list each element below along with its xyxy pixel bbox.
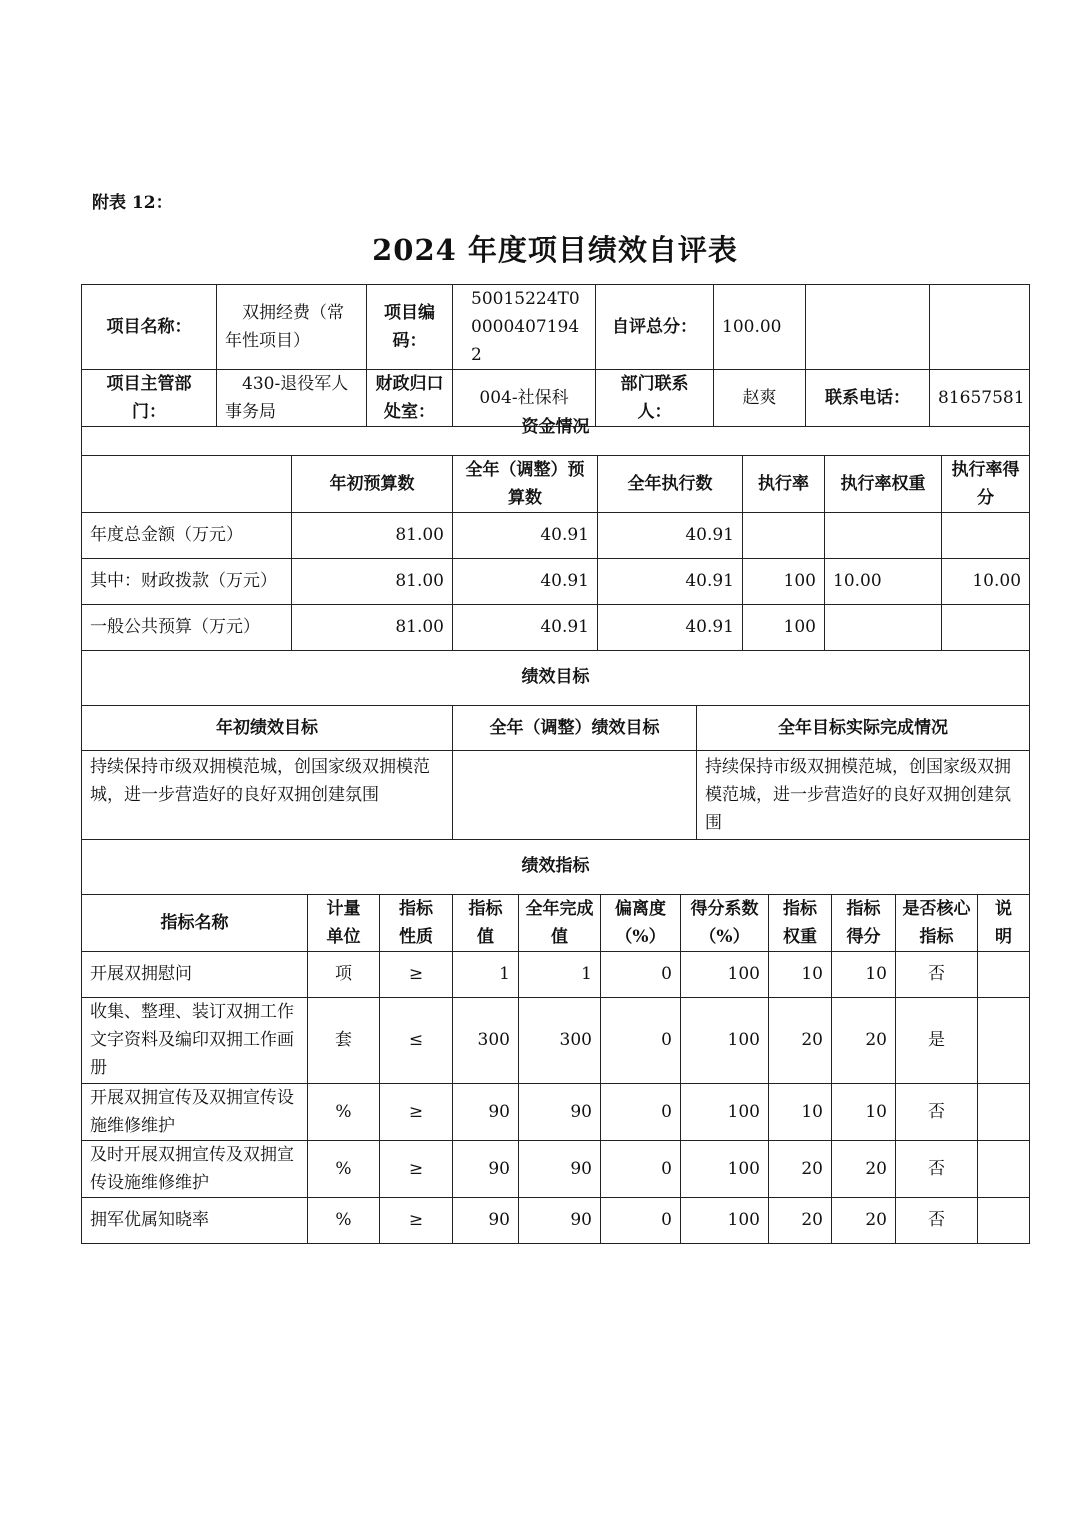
ind-cell: ≥ — [380, 1140, 453, 1197]
ind-cell: 90 — [519, 1140, 601, 1197]
ind-cell: 套 — [308, 997, 380, 1083]
ind-cell: 90 — [519, 1083, 601, 1140]
funds-cell: 81.00 — [292, 604, 453, 650]
table-row — [82, 997, 1030, 1083]
funds-row-label: 一般公共预算（万元） — [82, 604, 292, 650]
ind-header-coefficient: 得分系数（%） — [681, 894, 769, 951]
funds-cell: 100 — [743, 604, 825, 650]
ind-cell: ≥ — [380, 1197, 453, 1243]
ind-header-weight: 指标权重 — [769, 894, 832, 951]
table-row — [82, 512, 1030, 558]
ind-name: 及时开展双拥宣传及双拥宣传设施维修维护 — [82, 1140, 308, 1197]
goal-actual-text: 持续保持市级双拥模范城，创国家级双拥模范城，进一步营造好的良好双拥创建氛围 — [697, 750, 1030, 839]
ind-header-name: 指标名称 — [82, 894, 308, 951]
funds-table — [81, 399, 1030, 651]
ind-header-unit: 计量单位 — [308, 894, 380, 951]
contact-label: 部门联系人： — [596, 370, 714, 427]
ind-cell: 100 — [681, 1197, 769, 1243]
funds-cell: 40.91 — [598, 512, 743, 558]
ind-cell: 100 — [681, 997, 769, 1083]
table-row — [82, 951, 1030, 997]
funds-cell: 40.91 — [598, 558, 743, 604]
funds-cell: 81.00 — [292, 512, 453, 558]
project-code-value: 50015224T000004071942 — [453, 285, 596, 370]
goals-table — [81, 649, 1030, 840]
indicators-section-title: 绩效指标 — [82, 838, 1030, 894]
ind-cell: ≤ — [380, 997, 453, 1083]
ind-header-value: 指标值 — [453, 894, 519, 951]
ind-cell: 10 — [769, 951, 832, 997]
goal-adjusted-text — [453, 750, 697, 839]
ind-cell: % — [308, 1140, 380, 1197]
ind-cell: 10 — [769, 1083, 832, 1140]
ind-cell: 90 — [453, 1083, 519, 1140]
funds-header-weight: 执行率权重 — [825, 455, 942, 512]
project-name-value: 双拥经费（常年性项目） — [217, 285, 367, 370]
ind-header-deviation: 偏离度（%） — [601, 894, 681, 951]
funds-cell — [825, 604, 942, 650]
ind-cell: ≥ — [380, 1083, 453, 1140]
ind-cell: 0 — [601, 1140, 681, 1197]
ind-cell: 否 — [896, 951, 978, 997]
self-score-value: 100.00 — [714, 285, 806, 370]
contact-value: 赵爽 — [714, 370, 806, 427]
funds-cell: 40.91 — [453, 512, 598, 558]
ind-cell: 20 — [832, 1140, 896, 1197]
ind-cell: 20 — [832, 997, 896, 1083]
phone-label: 联系电话： — [806, 370, 930, 427]
funds-row-label: 年度总金额（万元） — [82, 512, 292, 558]
dept-label: 项目主管部门： — [82, 370, 217, 427]
funds-header-adjusted: 全年（调整）预算数 — [453, 455, 598, 512]
ind-cell: 20 — [769, 997, 832, 1083]
ind-cell: 1 — [519, 951, 601, 997]
goals-section-title: 绩效目标 — [82, 649, 1030, 705]
ind-cell: 0 — [601, 1083, 681, 1140]
ind-cell: 否 — [896, 1197, 978, 1243]
ind-header-completed: 全年完成值 — [519, 894, 601, 951]
ind-cell: 100 — [681, 951, 769, 997]
ind-header-note: 说明 — [978, 894, 1030, 951]
finance-office-value: 004-社保科 — [453, 370, 596, 427]
ind-cell: 10 — [832, 951, 896, 997]
ind-name: 拥军优属知晓率 — [82, 1197, 308, 1243]
project-code-label: 项目编码： — [367, 285, 453, 370]
finance-office-label: 财政归口处室： — [367, 370, 453, 427]
ind-cell: 300 — [453, 997, 519, 1083]
funds-cell: 81.00 — [292, 558, 453, 604]
funds-row-label: 其中：财政拨款（万元） — [82, 558, 292, 604]
ind-cell: 0 — [601, 997, 681, 1083]
funds-cell — [743, 512, 825, 558]
empty-cell — [806, 285, 930, 370]
ind-cell: 0 — [601, 1197, 681, 1243]
funds-cell: 100 — [743, 558, 825, 604]
ind-cell — [978, 1083, 1030, 1140]
ind-cell — [978, 997, 1030, 1083]
table-row — [82, 558, 1030, 604]
ind-cell: 20 — [769, 1197, 832, 1243]
phone-value: 81657581 — [930, 370, 1030, 427]
attachment-label: 附表 12： — [92, 193, 173, 213]
ind-cell: 1 — [453, 951, 519, 997]
funds-cell — [942, 604, 1030, 650]
ind-cell: % — [308, 1083, 380, 1140]
ind-header-core: 是否核心指标 — [896, 894, 978, 951]
ind-cell: 是 — [896, 997, 978, 1083]
ind-cell: 90 — [453, 1197, 519, 1243]
funds-cell — [942, 512, 1030, 558]
ind-cell: 20 — [832, 1197, 896, 1243]
funds-cell: 40.91 — [453, 558, 598, 604]
ind-cell: ≥ — [380, 951, 453, 997]
ind-name: 开展双拥宣传及双拥宣传设施维修维护 — [82, 1083, 308, 1140]
ind-cell: 90 — [453, 1140, 519, 1197]
ind-cell: 否 — [896, 1083, 978, 1140]
indicators-table — [81, 838, 1030, 1244]
self-score-label: 自评总分： — [596, 285, 714, 370]
funds-cell: 40.91 — [453, 604, 598, 650]
table-row — [82, 1140, 1030, 1197]
ind-cell: 300 — [519, 997, 601, 1083]
funds-header-executed: 全年执行数 — [598, 455, 743, 512]
funds-cell — [825, 512, 942, 558]
ind-name: 开展双拥慰问 — [82, 951, 308, 997]
goals-header-initial: 年初绩效目标 — [82, 705, 453, 750]
funds-header-score: 执行率得分 — [942, 455, 1030, 512]
funds-header-empty — [82, 455, 292, 512]
ind-cell — [978, 1197, 1030, 1243]
goals-header-actual: 全年目标实际完成情况 — [697, 705, 1030, 750]
funds-header-rate: 执行率 — [743, 455, 825, 512]
ind-cell: 否 — [896, 1140, 978, 1197]
project-name-label: 项目名称： — [82, 285, 217, 370]
goal-initial-text: 持续保持市级双拥模范城，创国家级双拥模范城，进一步营造好的良好双拥创建氛围 — [82, 750, 453, 839]
ind-name: 收集、整理、装订双拥工作文字资料及编印双拥工作画册 — [82, 997, 308, 1083]
ind-header-score: 指标得分 — [832, 894, 896, 951]
funds-section-title: 资金情况 — [82, 399, 1030, 455]
funds-cell: 10.00 — [942, 558, 1030, 604]
ind-cell: 项 — [308, 951, 380, 997]
page-title: 2024 年度项目绩效自评表 — [372, 233, 738, 267]
funds-cell: 10.00 — [825, 558, 942, 604]
ind-cell: 0 — [601, 951, 681, 997]
ind-header-nature: 指标性质 — [380, 894, 453, 951]
ind-cell — [978, 951, 1030, 997]
table-row — [82, 604, 1030, 650]
funds-cell: 40.91 — [598, 604, 743, 650]
goals-header-adjusted: 全年（调整）绩效目标 — [453, 705, 697, 750]
ind-cell: 20 — [769, 1140, 832, 1197]
dept-value: 430-退役军人事务局 — [217, 370, 367, 427]
ind-cell: % — [308, 1197, 380, 1243]
ind-cell — [978, 1140, 1030, 1197]
table-row — [82, 1197, 1030, 1243]
ind-cell: 100 — [681, 1083, 769, 1140]
table-row — [82, 1083, 1030, 1140]
ind-cell: 90 — [519, 1197, 601, 1243]
empty-cell — [930, 285, 1030, 370]
ind-cell: 100 — [681, 1140, 769, 1197]
funds-header-initial: 年初预算数 — [292, 455, 453, 512]
ind-cell: 10 — [832, 1083, 896, 1140]
